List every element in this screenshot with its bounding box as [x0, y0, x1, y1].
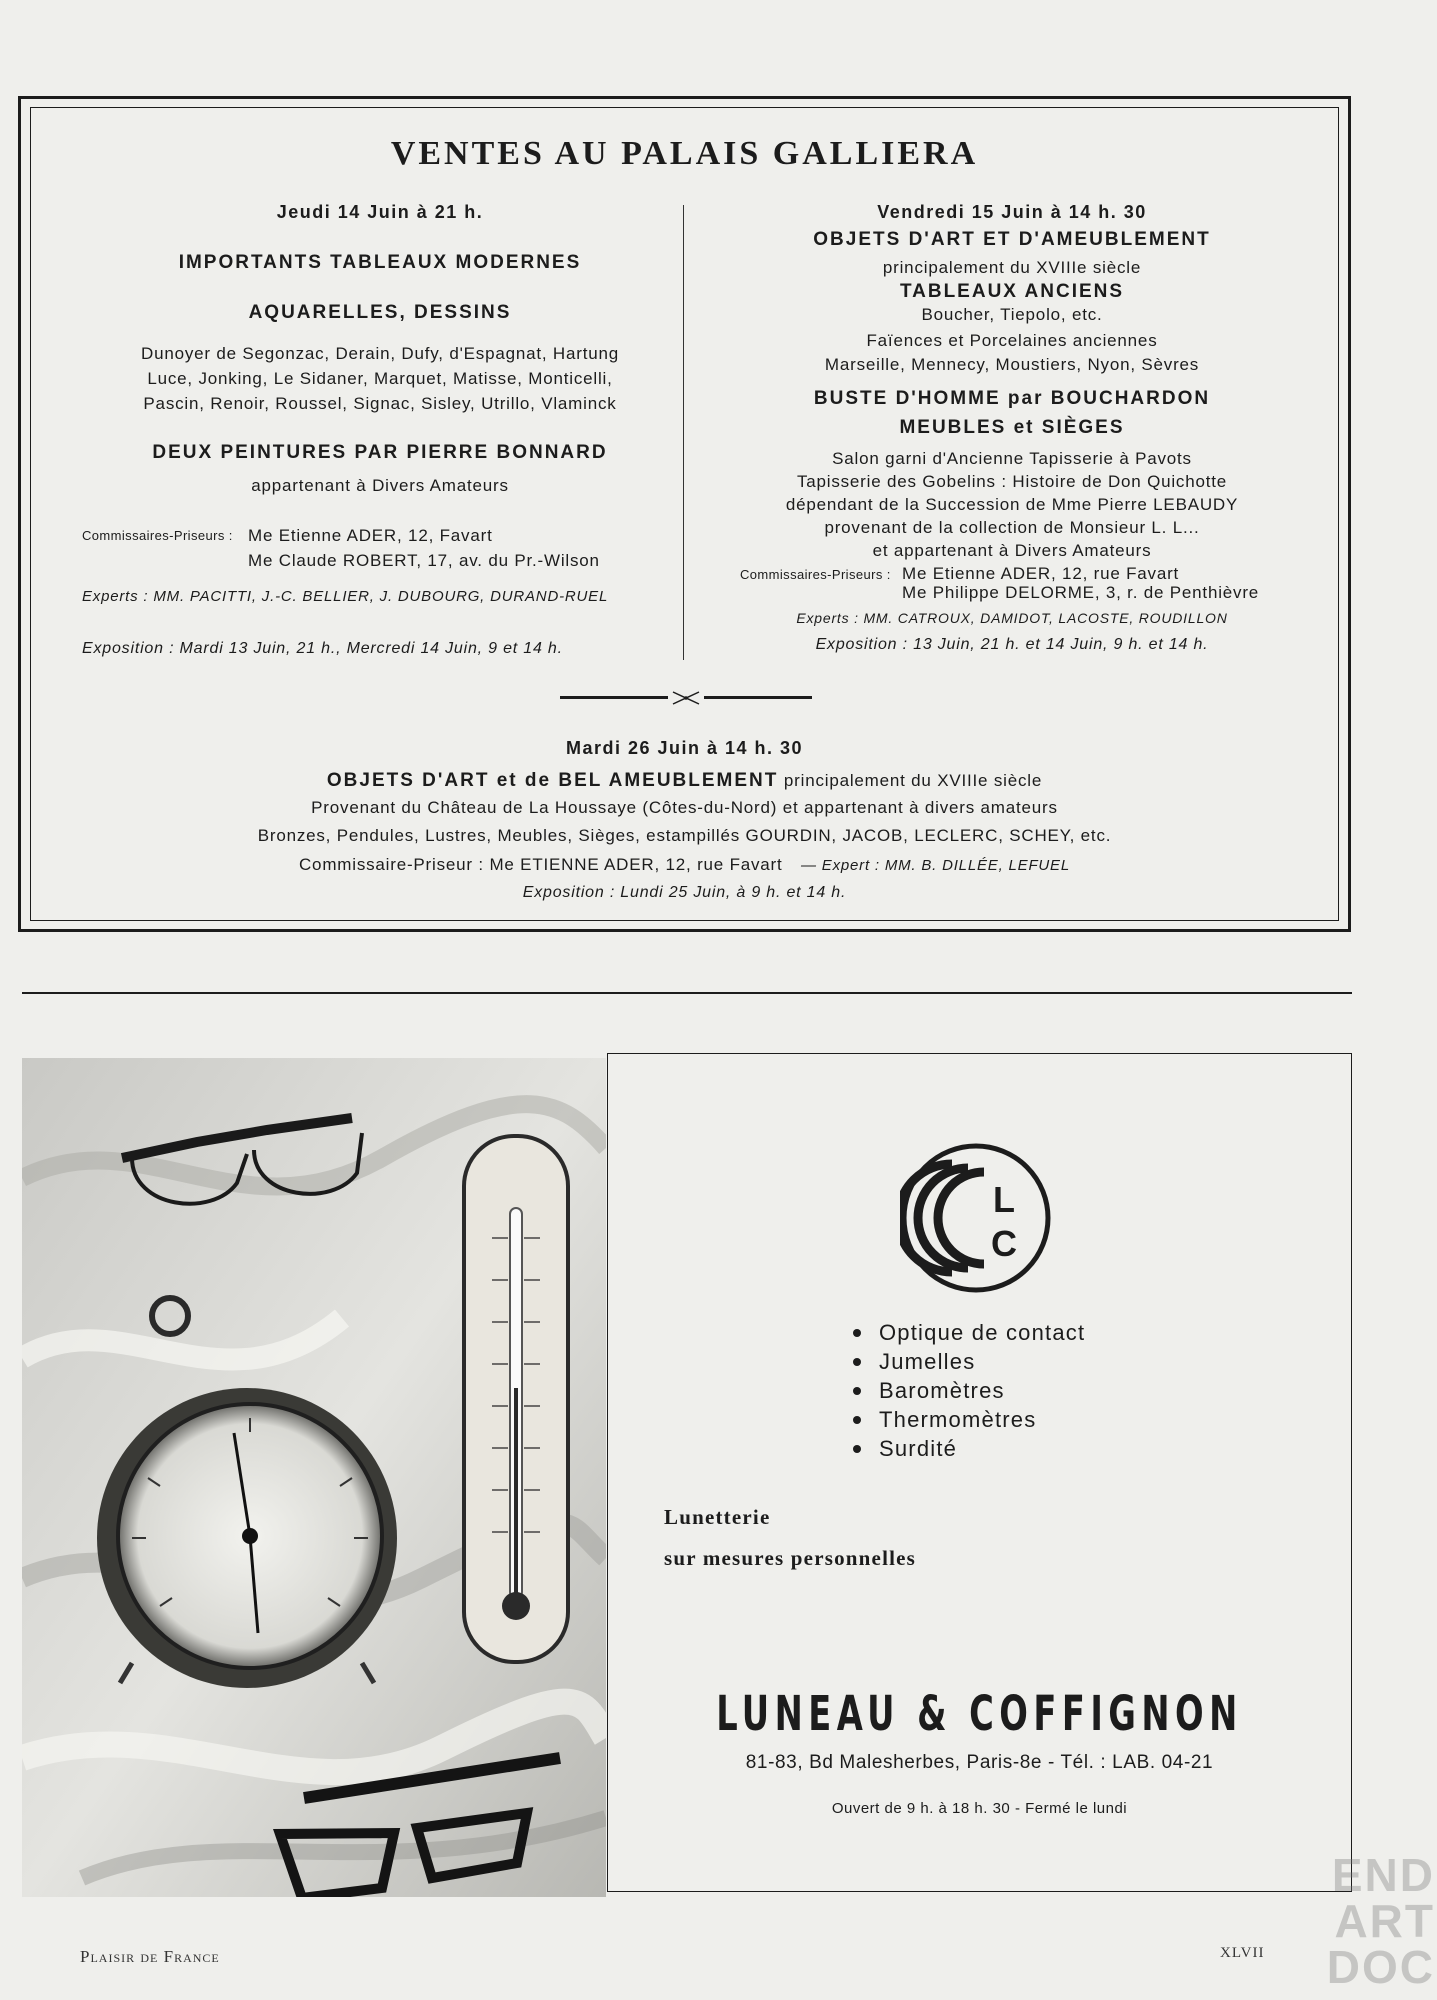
feature-item: Jumelles — [850, 1347, 1085, 1376]
brand-hours: Ouvert de 9 h. à 18 h. 30 - Fermé le lundi — [831, 1800, 1128, 1817]
right-faiences: Faïences et Porcelaines anciennes — [866, 331, 1158, 350]
left-heading-2: AQUARELLES, DESSINS — [248, 302, 512, 323]
bottom-commissaire-line — [30, 852, 1339, 877]
lunetterie-line-1: Lunetterie — [664, 1505, 771, 1529]
ad-feature-list — [850, 1318, 1085, 1463]
right-experts: Experts : MM. CATROUX, DAMIDOT, LACOSTE, ROUDILLON — [796, 610, 1228, 626]
left-artists — [60, 341, 700, 416]
bottom-heading-line — [30, 768, 1339, 793]
right-sub-1: principalement du XVIIIe siècle — [882, 258, 1142, 277]
feature-item: Surdité — [850, 1434, 1085, 1463]
right-commissaire-1: Me Etienne ADER, 12, rue Favart — [902, 564, 1180, 583]
left-heading-3: DEUX PEINTURES PAR PIERRE BONNARD — [152, 442, 608, 463]
right-heading-3: BUSTE D'HOMME par BOUCHARDON — [813, 388, 1211, 409]
left-commissaire-2: Me Claude ROBERT, 17, av. du Pr.-Wilson — [248, 551, 600, 570]
bottom-exposition: Exposition : Lundi 25 Juin, à 9 h. et 14 h. — [522, 884, 847, 901]
bottom-commissaire: Commissaire-Priseur : Me ETIENNE ADER, 12, rue Favart — [298, 855, 783, 874]
right-line-3: dépendant de la Succession de Mme Pierre LEBAUDY — [785, 495, 1239, 514]
product-photo — [22, 1058, 606, 1897]
watermark-line: END — [1331, 1849, 1435, 1901]
publication-name: Plaisir de France — [80, 1947, 220, 1966]
right-commissaires-label: Commissaires-Priseurs : — [740, 567, 891, 582]
left-commissaires-label: Commissaires-Priseurs : — [82, 528, 233, 543]
column-divider — [683, 205, 684, 660]
bottom-provenance: Provenant du Château de La Houssaye (Côtes-du-Nord) et appartenant à divers amateurs — [311, 798, 1058, 817]
watermark-line: DOC — [1326, 1941, 1435, 1993]
watermark — [1300, 1849, 1435, 1993]
ornament-divider — [560, 688, 812, 708]
feature-item: Optique de contact — [850, 1318, 1085, 1347]
left-date: Jeudi 14 Juin à 21 h. — [276, 202, 484, 222]
right-line-5: et appartenant à Divers Amateurs — [872, 541, 1152, 560]
bottom-heading-suffix: principalement du XVIIIe siècle — [778, 771, 1043, 790]
right-line-4: provenant de la collection de Monsieur L. L... — [824, 518, 1200, 537]
galliera-title: VENTES AU PALAIS GALLIERA — [390, 135, 979, 172]
brand-address: 81-83, Bd Malesherbes, Paris-8e - Tél. : LAB. 04-21 — [745, 1752, 1214, 1773]
watermark-line: ART — [1334, 1895, 1435, 1947]
thermometer — [464, 1136, 568, 1662]
bottom-heading: OBJETS D'ART et de BEL AMEUBLEMENT — [326, 770, 779, 791]
bottom-date: Mardi 26 Juin à 14 h. 30 — [565, 738, 804, 758]
right-line-2: Tapisserie des Gobelins : Histoire de Don Quichotte — [796, 472, 1228, 491]
left-artists-line: Luce, Jonking, Le Sidaner, Marquet, Matisse, Monticelli, — [147, 369, 613, 388]
page-number: XLVII — [1220, 1945, 1265, 1961]
right-sub-2: Boucher, Tiepolo, etc. — [921, 305, 1103, 324]
left-exposition: Exposition : Mardi 13 Juin, 21 h., Mercredi 14 Juin, 9 et 14 h. — [82, 640, 563, 657]
bottom-items: Bronzes, Pendules, Lustres, Meubles, Sièges, estampillés GOURDIN, JACOB, LECLERC, SCHEY, etc. — [257, 826, 1112, 845]
right-exposition: Exposition : 13 Juin, 21 h. et 14 Juin, 9 h. et 14 h. — [815, 636, 1209, 653]
right-places: Marseille, Mennecy, Moustiers, Nyon, Sèvres — [824, 355, 1200, 374]
right-heading-2: TABLEAUX ANCIENS — [899, 281, 1125, 302]
feature-item: Baromètres — [850, 1376, 1085, 1405]
bottom-expert: — Expert : MM. B. DILLÉE, LEFUEL — [801, 857, 1071, 874]
lc-logo — [900, 1142, 1052, 1294]
section-rule — [22, 992, 1352, 994]
lunetterie-line-2: sur mesures personnelles — [664, 1546, 917, 1570]
svg-text:C: C — [991, 1223, 1017, 1264]
right-heading-1: OBJETS D'ART ET D'AMEUBLEMENT — [813, 229, 1211, 250]
right-heading-4: MEUBLES et SIÈGES — [899, 417, 1125, 438]
left-artists-line: Pascin, Renoir, Roussel, Signac, Sisley, Utrillo, Vlaminck — [143, 394, 617, 413]
right-line-1: Salon garni d'Ancienne Tapisserie à Pavots — [832, 449, 1192, 468]
left-artists-line: Dunoyer de Segonzac, Derain, Dufy, d'Espagnat, Hartung — [141, 344, 619, 363]
feature-item: Thermomètres — [850, 1405, 1085, 1434]
left-heading-1: IMPORTANTS TABLEAUX MODERNES — [178, 252, 582, 273]
right-date: Vendredi 15 Juin à 14 h. 30 — [877, 202, 1147, 222]
left-owner: appartenant à Divers Amateurs — [251, 476, 509, 495]
left-experts: Experts : MM. PACITTI, J.-C. BELLIER, J. DUBOURG, DURAND-RUEL — [82, 588, 609, 605]
left-commissaire-1: Me Etienne ADER, 12, Favart — [248, 526, 493, 545]
svg-text:L: L — [993, 1179, 1015, 1220]
brand-name: LUNEAU & COFFIGNON — [716, 1686, 1243, 1742]
right-commissaire-2: Me Philippe DELORME, 3, r. de Penthièvre — [902, 583, 1260, 602]
